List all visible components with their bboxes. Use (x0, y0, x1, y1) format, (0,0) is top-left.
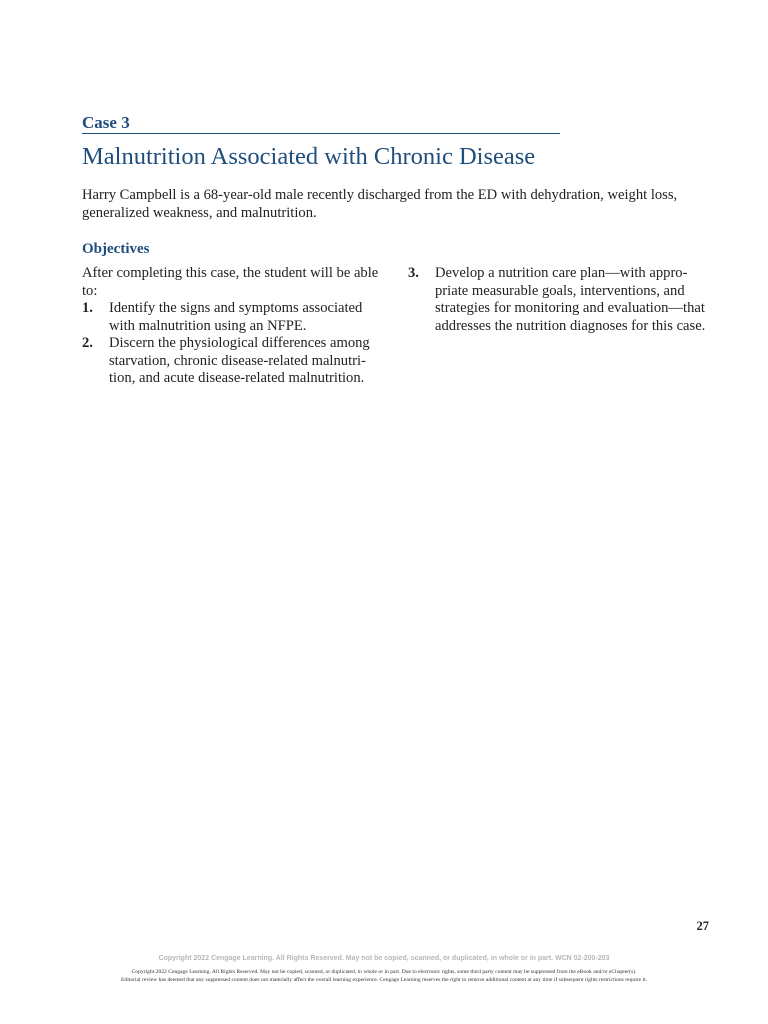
objectives-lead: After completing this case, the student will be able to: (82, 265, 379, 299)
copyright-line: Editorial review has deemed that any suppressed content does not materially affect the overall learning experience. Cengage Learning reserves the right to remove additional content at any time if subsequent rights restrictions require it. (121, 977, 647, 983)
objective-item-2 (82, 335, 387, 388)
copyright-line: Copyright 2022 Cengage Learning. All Rights Reserved. May not be copied, scanned, or duplicated, in whole or in part. Due to electronic rights, some third party content may be suppressed from the eBook and/or eChapter(s). (131, 969, 637, 975)
objective-item-3 (408, 265, 706, 335)
objective-item-1 (82, 300, 387, 335)
copyright-fine-print (0, 968, 768, 984)
objectives-heading: Objectives (82, 241, 150, 257)
objectives-right-column (408, 265, 706, 335)
copyright-notice: Copyright 2022 Cengage Learning. All Rights Reserved. May not be copied, scanned, or duplicated, in whole or in part. WCN 02-200-203 (158, 955, 610, 962)
objective-number: 2. (82, 335, 93, 351)
page-title: Malnutrition Associated with Chronic Disease (82, 143, 536, 170)
objective-number: 3. (408, 265, 419, 281)
objectives-left-column (82, 265, 387, 388)
case-label: Case 3 (82, 113, 560, 134)
objective-text: Develop a nutrition care plan—with appro-priate measurable goals, interventions, and strategies for monitoring and evaluation—that addresses the nutrition diagnoses for this case. (435, 265, 706, 334)
objective-text: Identify the signs and symptoms associated with malnutrition using an NFPE. (109, 300, 363, 334)
case-intro: Harry Campbell is a 68-year-old male recently discharged from the ED with dehydration, weight loss, generalized weakness, and malnutrition. (82, 187, 678, 221)
page-number: 27 (696, 919, 709, 933)
objective-text: Discern the physiological differences among starvation, chronic disease-related malnutri-tion, and acute disease-related malnutrition. (109, 335, 370, 386)
objective-number: 1. (82, 300, 93, 316)
